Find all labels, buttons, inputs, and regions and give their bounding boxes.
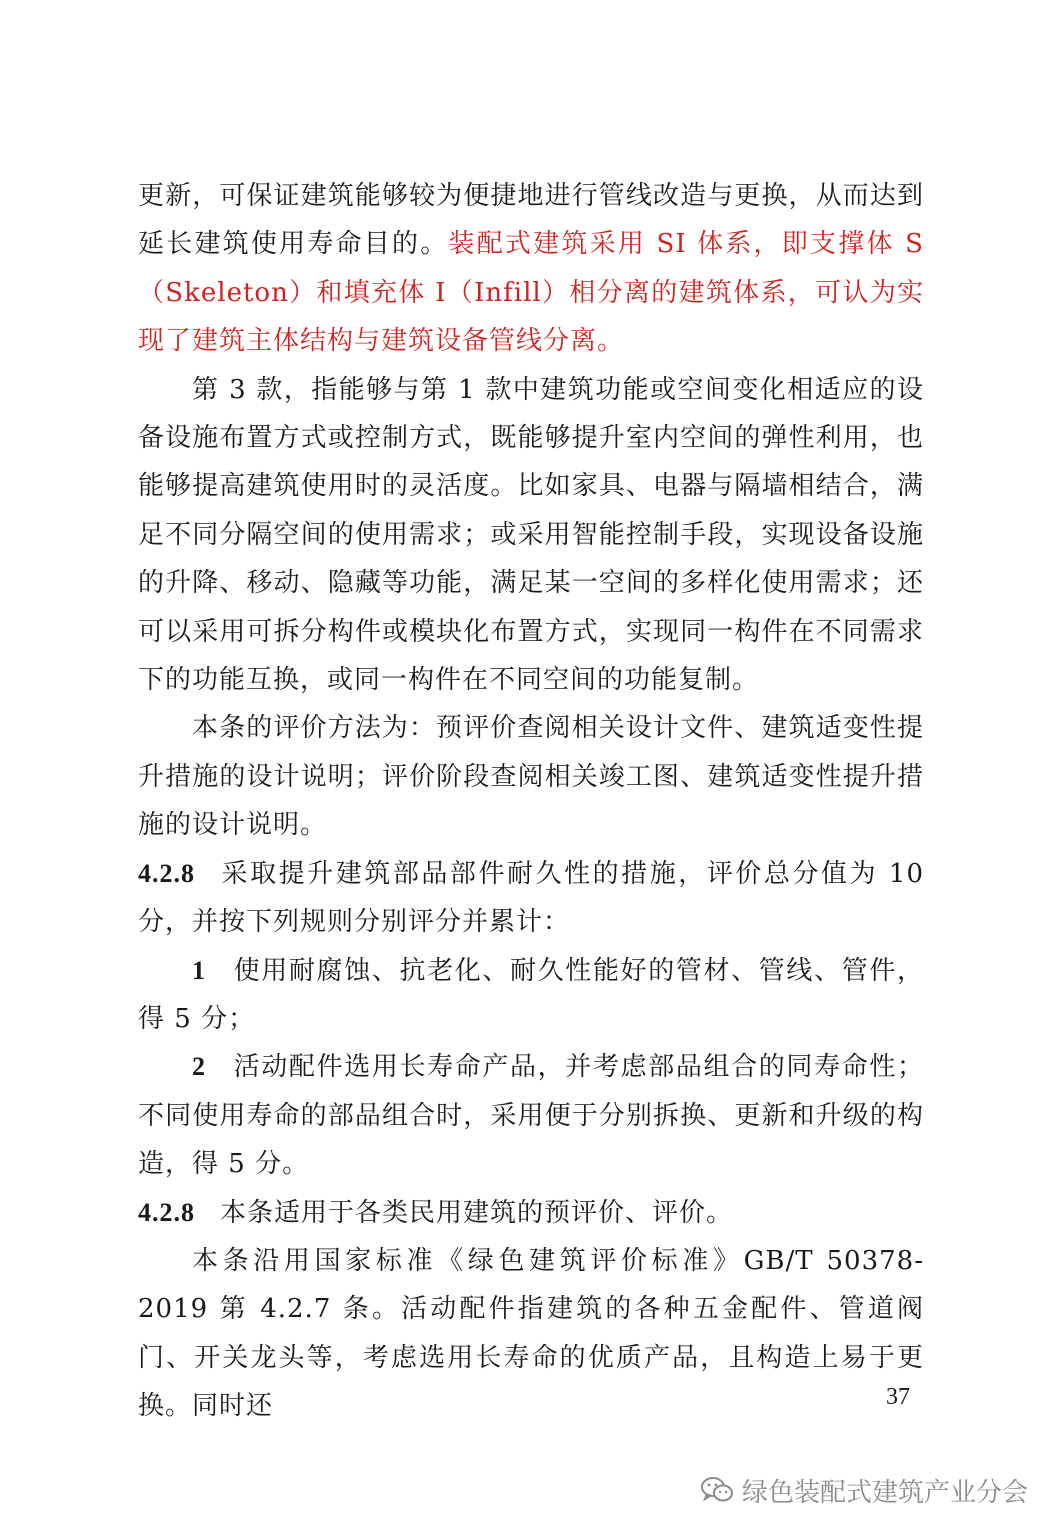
list-item-1 bbox=[138, 947, 924, 1044]
clause-text: 本条适用于各类民用建筑的预评价、评价。 bbox=[220, 1197, 734, 1228]
paragraph-text: 更新，可保证建筑能够较为便捷地进行管线改造与更换，从而达到延长建筑使用寿命目的。 bbox=[138, 181, 924, 260]
document-body bbox=[138, 172, 924, 1431]
item-number: 1 bbox=[192, 955, 206, 985]
item-text: 使用耐腐蚀、抗老化、耐久性能好的管材、管线、管件，得 5 分； bbox=[138, 955, 924, 1034]
paragraph-evaluation-method: 本条的评价方法为：预评价查阅相关设计文件、建筑适变性提升措施的设计说明；评价阶段查阅相关竣工图、建筑适变性提升措施的设计说明。 bbox=[138, 713, 924, 841]
paragraph-standard-reference: 本条沿用国家标准《绿色建筑评价标准》GB/T 50378-2019 第 4.2.7 条。活动配件指建筑的各种五金配件、管道阀门、开关龙头等，考虑选用长寿命的优质产品，且构造上易于更换。同时还 bbox=[138, 1245, 924, 1422]
paragraph-continuation bbox=[138, 172, 924, 366]
paragraph-clause-3: 第 3 款，指能够与第 1 款中建筑功能或空间变化相适应的设备设施布置方式或控制方式，既能够提升室内空间的弹性利用，也能够提高建筑使用时的灵活度。比如家具、电器与隔墙相结合，满足不同分隔空间的使用需求；或采用智能控制手段，实现设备设施的升降、移动、隐藏等功能，满足某一空间的多样化使用需求；还可以采用可拆分构件或模块化布置方式，实现同一构件在不同需求下的功能互换，或同一构件在不同空间的功能复制。 bbox=[138, 374, 924, 696]
watermark bbox=[700, 1470, 1028, 1510]
clause-number: 4.2.8 bbox=[138, 1197, 195, 1227]
clause-number: 4.2.8 bbox=[138, 858, 195, 888]
list-item-2 bbox=[138, 1043, 924, 1188]
item-number: 2 bbox=[192, 1052, 206, 1082]
clause-4-2-8-explanation bbox=[138, 1189, 924, 1237]
highlighted-text: 装配式建筑采用 SI 体系，即支撑体 S（Skeleton）和填充体 I（Infill）相分离的建筑体系，可认为实现了建筑主体结构与建筑设备管线分离。 bbox=[138, 229, 924, 357]
clause-text: 采取提升建筑部品部件耐久性的措施，评价总分值为 10 分，并按下列规则分别评分并累计： bbox=[138, 858, 924, 938]
wechat-icon bbox=[700, 1475, 734, 1505]
item-text: 活动配件选用长寿命产品，并考虑部品组合的同寿命性；不同使用寿命的部品组合时，采用便于分别拆换、更新和升级的构造，得 5 分。 bbox=[138, 1052, 924, 1180]
page-number: 37 bbox=[886, 1384, 910, 1410]
clause-4-2-8 bbox=[138, 850, 924, 947]
watermark-text: 绿色装配式建筑产业分会 bbox=[742, 1477, 1029, 1508]
